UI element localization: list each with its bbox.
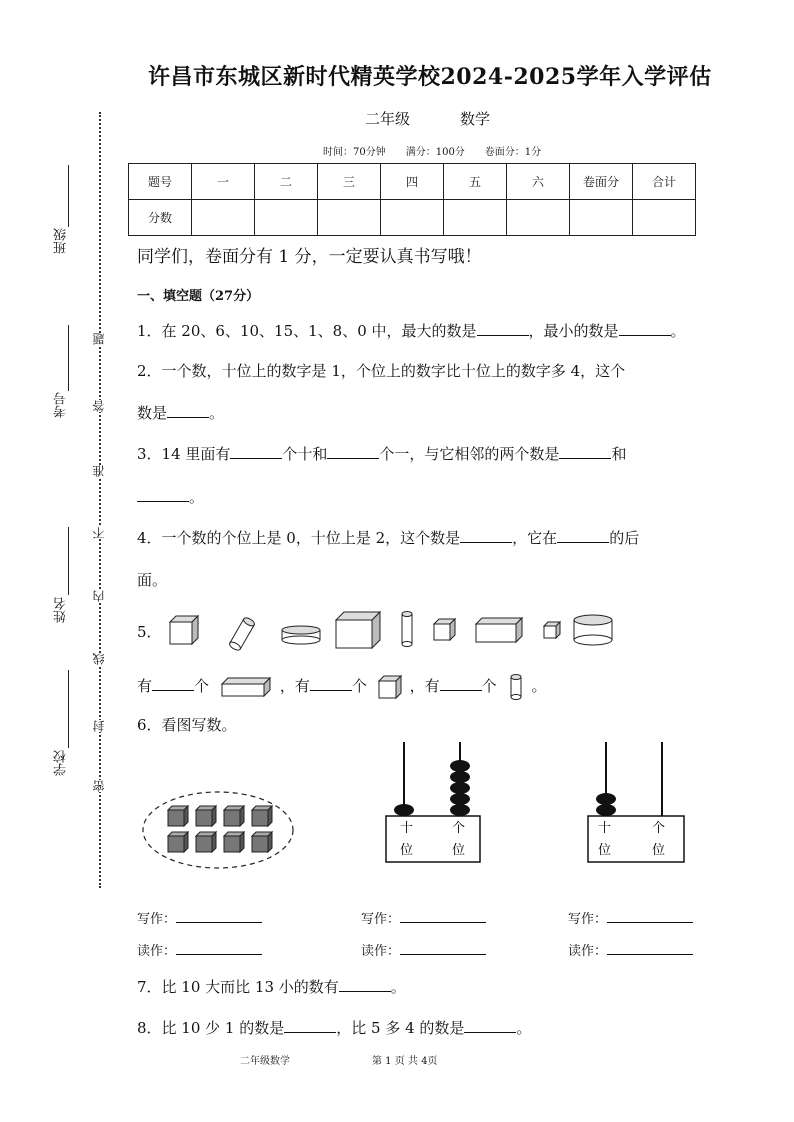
abacus-bead xyxy=(450,793,470,805)
q4-text: ，它在 xyxy=(512,529,558,547)
cylinder-icon xyxy=(505,673,527,701)
score-input-cell[interactable] xyxy=(192,200,255,236)
read-label: 读作： xyxy=(568,944,608,959)
read-label: 读作： xyxy=(361,944,401,959)
answer-blank[interactable] xyxy=(619,321,671,336)
question-2: 2．一个数，十位上的数字是 1，个位上的数字比十位上的数字多 4，这个 xyxy=(137,362,626,380)
table-cell: 题号 xyxy=(129,164,192,200)
abacus-tens-label: 十 xyxy=(598,821,612,836)
answer-blank[interactable] xyxy=(167,403,209,418)
score-input-cell[interactable] xyxy=(381,200,444,236)
answer-blank[interactable] xyxy=(464,1018,516,1033)
table-cell: 一 xyxy=(192,164,255,200)
q3-text: 。 xyxy=(189,488,205,506)
exam-no-label: 考号 xyxy=(54,392,69,418)
question-5-number: 5． xyxy=(137,623,162,641)
answer-blank[interactable] xyxy=(284,1018,336,1033)
question-3-line2 xyxy=(137,486,204,507)
seal-char: 准 xyxy=(92,465,106,477)
big-cube-icon xyxy=(336,612,380,648)
q5-text: 。 xyxy=(531,677,547,695)
answer-blank[interactable] xyxy=(607,942,693,955)
answer-blank[interactable] xyxy=(137,487,189,502)
instruction-note: 同学们，卷面分有 1 分，一定要认真书写哦！ xyxy=(137,247,482,267)
abacus-2 xyxy=(584,740,694,868)
cube-icon xyxy=(252,806,272,826)
question-7 xyxy=(137,976,406,997)
seal-char: 线 xyxy=(92,653,106,665)
q3-text: 3．14 里面有 xyxy=(137,445,231,463)
abacus-bead xyxy=(596,793,616,805)
q5-text: ，有 xyxy=(279,677,310,695)
table-cell: 六 xyxy=(507,164,570,200)
cube-icon xyxy=(196,832,216,852)
answer-blank[interactable] xyxy=(460,528,512,543)
tiny-cube-icon xyxy=(544,622,560,638)
answer-blank[interactable] xyxy=(400,910,486,923)
answer-blank[interactable] xyxy=(176,910,262,923)
q8-text: ，比 5 多 4 的数是 xyxy=(336,1019,465,1037)
abacus-bead xyxy=(450,760,470,772)
write-row-3 xyxy=(568,908,693,927)
q1-text: 。 xyxy=(670,322,686,340)
abacus-1 xyxy=(380,740,490,868)
q3-text: 个一，与它相邻的两个数是 xyxy=(379,445,560,463)
score-input-cell[interactable] xyxy=(570,200,633,236)
footer-subject: 二年级数学 xyxy=(240,1056,290,1067)
read-label: 读作： xyxy=(137,944,177,959)
abacus-bead xyxy=(394,804,414,816)
cube-icon xyxy=(168,806,188,826)
exam-no-line xyxy=(68,325,69,391)
q8-text: 。 xyxy=(516,1019,532,1037)
cube-icon xyxy=(376,674,406,700)
q4-text: 4．一个数的个位上是 0，十位上是 2，这个数是 xyxy=(137,529,461,547)
school-line xyxy=(68,670,69,748)
cuboid-icon xyxy=(220,676,274,698)
school-label: 学校 xyxy=(54,750,69,776)
read-row-2 xyxy=(361,940,486,959)
answer-blank[interactable] xyxy=(230,444,282,459)
cube-icon xyxy=(170,616,198,644)
q8-text: 8．比 10 少 1 的数是 xyxy=(137,1019,285,1037)
abacus-ones-label: 个 xyxy=(452,821,466,836)
answer-blank[interactable] xyxy=(557,528,609,543)
question-4-line2: 面。 xyxy=(137,571,168,589)
class-line xyxy=(68,165,69,227)
seal-char: 封 xyxy=(92,720,106,732)
footer-page: 第 1 页 共 4页 xyxy=(372,1056,438,1067)
cubes-group xyxy=(140,788,296,872)
q3-text: 和 xyxy=(611,445,627,463)
answer-blank[interactable] xyxy=(327,444,379,459)
question-5-answers xyxy=(137,673,546,701)
cube-icon xyxy=(224,806,244,826)
table-cell: 合计 xyxy=(633,164,696,200)
subject-label: 数学 xyxy=(460,110,491,128)
question-2-line2 xyxy=(137,402,224,423)
exam-meta: 时间：70分钟 满分：100分 卷面分：1分 xyxy=(323,147,542,158)
cube-icon xyxy=(196,806,216,826)
name-line xyxy=(68,527,69,595)
abacus-ones-label: 个 xyxy=(652,821,666,836)
q3-text: 个十和 xyxy=(282,445,328,463)
wide-cylinder-icon xyxy=(574,615,612,645)
q5-text: 个 xyxy=(481,677,497,695)
question-6: 6．看图写数。 xyxy=(137,716,237,734)
answer-blank[interactable] xyxy=(400,942,486,955)
table-cell: 三 xyxy=(318,164,381,200)
small-cube-icon xyxy=(434,619,455,640)
table-cell: 五 xyxy=(444,164,507,200)
question-8 xyxy=(137,1017,531,1038)
table-row xyxy=(129,200,696,236)
table-cell: 四 xyxy=(381,164,444,200)
answer-blank[interactable] xyxy=(152,676,194,691)
read-row-1 xyxy=(137,940,262,959)
class-label: 班级 xyxy=(54,228,69,254)
cuboid-icon xyxy=(476,618,522,642)
seal-char: 答 xyxy=(92,400,106,412)
question-3 xyxy=(137,443,626,464)
table-cell: 分数 xyxy=(129,200,192,236)
seal-char: 内 xyxy=(92,590,106,602)
abacus-wei-label: 位 xyxy=(452,843,466,858)
section-heading: 一、填空题（27分） xyxy=(137,289,260,304)
seal-dotted-line xyxy=(99,112,101,888)
q1-text: ，最小的数是 xyxy=(528,322,619,340)
question-1 xyxy=(137,320,686,341)
cube-icon xyxy=(168,832,188,852)
abacus-bead xyxy=(450,804,470,816)
write-row-2 xyxy=(361,908,486,927)
score-input-cell[interactable] xyxy=(507,200,570,236)
abacus-tens-label: 十 xyxy=(400,821,414,836)
seal-char: 密 xyxy=(92,780,106,792)
answer-blank[interactable] xyxy=(339,977,391,992)
q7-text: 7．比 10 大而比 13 小的数有 xyxy=(137,978,339,996)
score-input-cell[interactable] xyxy=(444,200,507,236)
answer-blank[interactable] xyxy=(176,942,262,955)
score-table xyxy=(128,163,696,236)
flat-cylinder-icon xyxy=(282,626,320,644)
answer-blank[interactable] xyxy=(607,910,693,923)
score-input-cell[interactable] xyxy=(255,200,318,236)
table-cell: 卷面分 xyxy=(570,164,633,200)
abacus-bead xyxy=(450,782,470,794)
q5-text: 个 xyxy=(351,677,367,695)
q5-shapes xyxy=(160,610,620,652)
q7-text: 。 xyxy=(390,978,406,996)
score-input-cell[interactable] xyxy=(318,200,381,236)
abacus-wei-label: 位 xyxy=(652,843,666,858)
name-label: 姓名 xyxy=(54,597,69,623)
q2-text: 。 xyxy=(209,404,225,422)
abacus-wei-label: 位 xyxy=(400,843,414,858)
q2-text: 数是 xyxy=(137,404,168,422)
q5-text: 个 xyxy=(194,677,210,695)
cylinder-tilted-icon xyxy=(228,616,255,651)
question-4 xyxy=(137,527,639,548)
answer-blank[interactable] xyxy=(559,444,611,459)
write-row-1 xyxy=(137,908,262,927)
seal-char: 不 xyxy=(92,527,106,539)
answer-blank[interactable] xyxy=(440,676,482,691)
q1-text: 1．在 20、6、10、15、1、8、0 中，最大的数是 xyxy=(137,322,477,340)
page-title: 许昌市东城区新时代精英学校2024-2025学年入学评估 xyxy=(148,64,712,90)
q5-text: ，有 xyxy=(409,677,440,695)
answer-blank[interactable] xyxy=(310,676,352,691)
score-input-cell[interactable] xyxy=(633,200,696,236)
table-cell: 二 xyxy=(255,164,318,200)
table-row xyxy=(129,164,696,200)
grade-subject xyxy=(365,108,490,129)
q4-text: 的后 xyxy=(609,529,640,547)
seal-char: 题 xyxy=(92,333,106,345)
write-label: 写作： xyxy=(361,912,401,927)
abacus-bead xyxy=(596,804,616,816)
read-row-3 xyxy=(568,940,693,959)
cube-icon xyxy=(224,832,244,852)
abacus-bead xyxy=(450,771,470,783)
thin-cylinder-icon xyxy=(402,612,412,647)
abacus-wei-label: 位 xyxy=(598,843,612,858)
answer-blank[interactable] xyxy=(477,321,529,336)
write-label: 写作： xyxy=(568,912,608,927)
q5-text: 有 xyxy=(137,677,153,695)
write-label: 写作： xyxy=(137,912,177,927)
cube-icon xyxy=(252,832,272,852)
grade-label: 二年级 xyxy=(365,110,411,128)
